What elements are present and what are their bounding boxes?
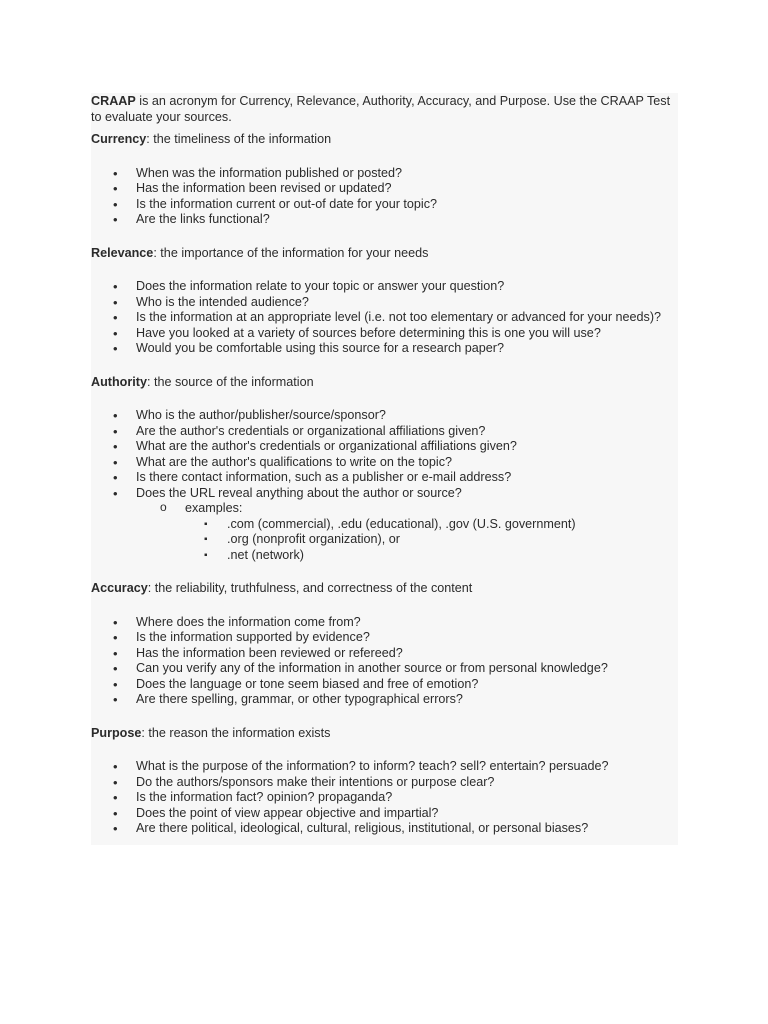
list-item: • Can you verify any of the information in another source or from personal knowledge? — [91, 661, 678, 677]
list-item: • Where does the information come from? — [91, 615, 678, 631]
list-item: • Are there political, ideological, cultural, religious, institutional, or personal biases? — [91, 821, 678, 837]
accuracy-list — [91, 615, 678, 708]
list-item: • Does the point of view appear objective and impartial? — [91, 806, 678, 822]
list-item: • Does the information relate to your topic or answer your question? — [91, 279, 678, 295]
examples-list — [185, 517, 678, 564]
intro-text: is an acronym for Currency, Relevance, Authority, Accuracy, and Purpose. Use the CRAAP Test to evaluate your sources. — [91, 94, 671, 124]
list-item — [91, 486, 678, 564]
currency-desc: : the timeliness of the information — [146, 132, 332, 146]
list-item: • Is the information fact? opinion? propaganda? — [91, 790, 678, 806]
list-item: • Who is the author/publisher/source/sponsor? — [91, 408, 678, 424]
list-item: • Is the information supported by evidence? — [91, 630, 678, 646]
authority-heading — [91, 375, 678, 391]
currency-heading — [91, 132, 678, 148]
currency-list — [91, 166, 678, 228]
accuracy-heading — [91, 581, 678, 597]
list-item: • Who is the intended audience? — [91, 295, 678, 311]
intro-paragraph — [91, 93, 678, 125]
list-item: • Would you be comfortable using this source for a research paper? — [91, 341, 678, 357]
list-item: • Is the information at an appropriate level (i.e. not too elementary or advanced for your needs)? — [91, 310, 678, 326]
list-item: • Have you looked at a variety of sources before determining this is one you will use? — [91, 326, 678, 342]
relevance-heading — [91, 246, 678, 262]
purpose-list — [91, 759, 678, 837]
example-item: ▪ .net (network) — [91, 548, 678, 564]
list-item: • Are the author's credentials or organizational affiliations given? — [91, 424, 678, 440]
list-item: • When was the information published or posted? — [91, 166, 678, 182]
list-item: • Are there spelling, grammar, or other typographical errors? — [91, 692, 678, 708]
currency-title: Currency — [91, 132, 147, 146]
authority-list — [91, 408, 678, 563]
sublist-item — [91, 501, 678, 563]
relevance-title: Relevance — [91, 245, 154, 260]
purpose-heading — [91, 726, 678, 742]
list-item-text: Does the URL reveal anything about the author or source? — [136, 485, 462, 500]
relevance-desc: : the importance of the information for your needs — [153, 245, 429, 260]
list-item: • Do the authors/sponsors make their intentions or purpose clear? — [91, 775, 678, 791]
relevance-list — [91, 279, 678, 357]
example-item: ▪ .org (nonprofit organization), or — [91, 532, 678, 548]
intro-term: CRAAP — [91, 94, 136, 108]
list-item: • What are the author's credentials or organizational affiliations given? — [91, 439, 678, 455]
accuracy-title: Accuracy — [91, 581, 148, 595]
list-item: • What is the purpose of the information? to inform? teach? sell? entertain? persuade? — [91, 759, 678, 775]
list-item: • Has the information been reviewed or refereed? — [91, 646, 678, 662]
list-item: • What are the author's qualifications to write on the topic? — [91, 455, 678, 471]
examples-label: examples: — [185, 501, 243, 515]
list-item: • Is the information current or out-of date for your topic? — [91, 197, 678, 213]
accuracy-desc: : the reliability, truthfulness, and correctness of the content — [147, 581, 473, 595]
list-item: • Are the links functional? — [91, 212, 678, 228]
document-body — [91, 93, 678, 845]
list-item: • Has the information been revised or updated? — [91, 181, 678, 197]
authority-title: Authority — [91, 374, 147, 389]
list-item: • Does the language or tone seem biased and free of emotion? — [91, 677, 678, 693]
purpose-desc: : the reason the information exists — [141, 725, 331, 740]
purpose-title: Purpose — [91, 725, 142, 740]
example-item: ▪ .com (commercial), .edu (educational), .gov (U.S. government) — [91, 517, 678, 533]
authority-desc: : the source of the information — [146, 374, 314, 389]
authority-sublist — [136, 501, 678, 563]
list-item: • Is there contact information, such as a publisher or e-mail address? — [91, 470, 678, 486]
